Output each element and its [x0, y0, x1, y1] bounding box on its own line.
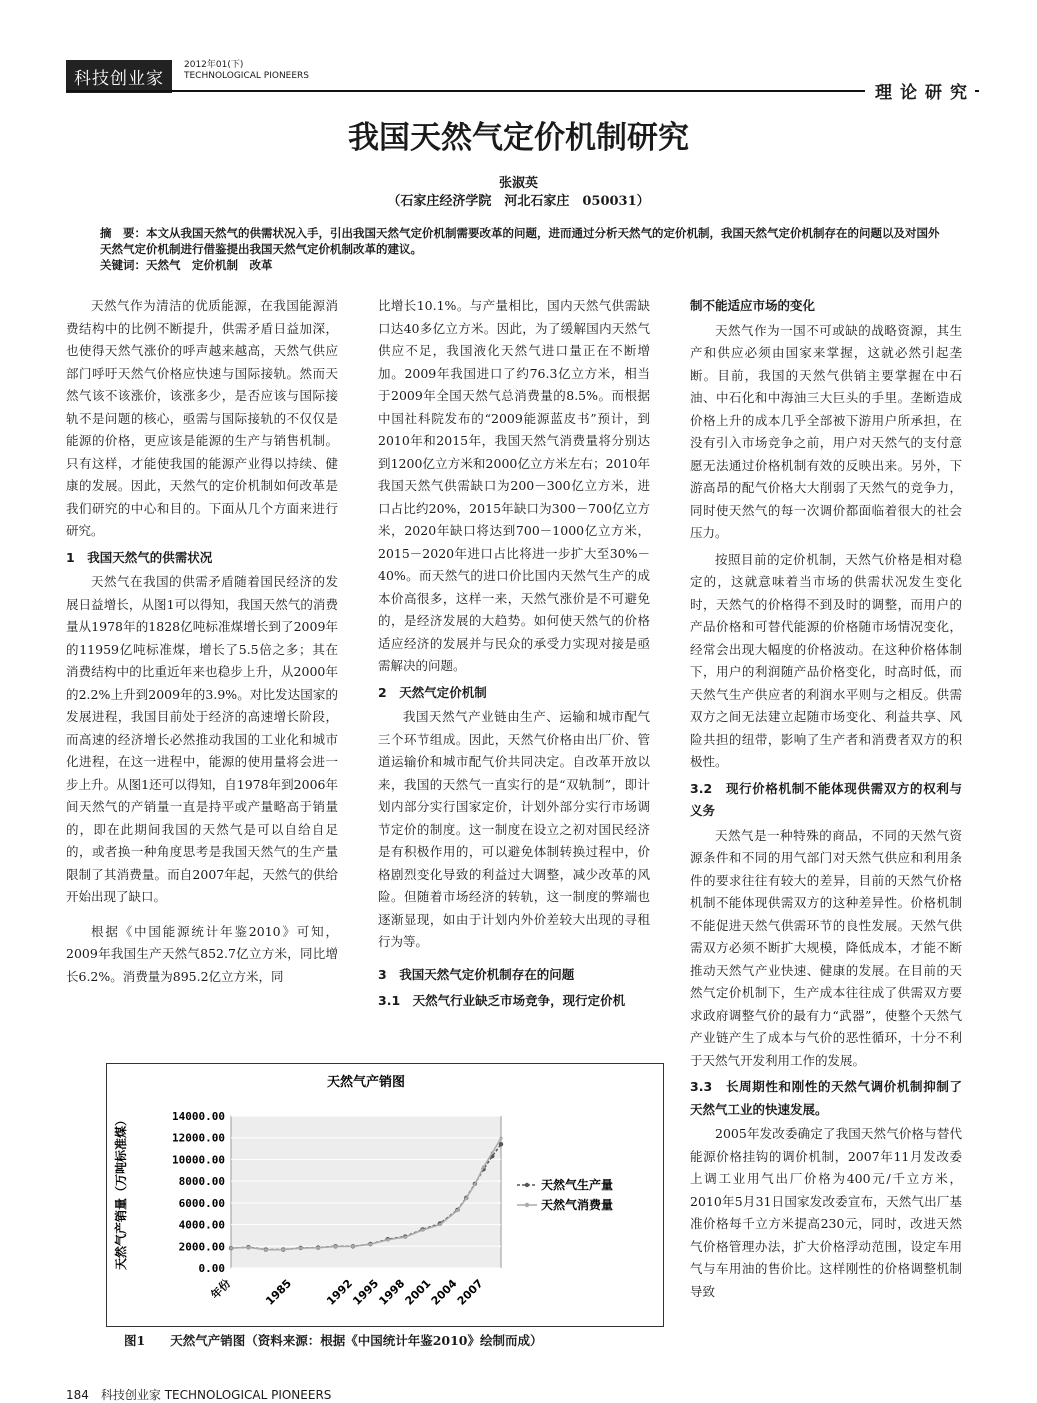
- x-tick-label: 1998: [376, 1276, 408, 1308]
- y-tick-label: 10000.00: [172, 1153, 225, 1167]
- legend-marker: [525, 1203, 529, 1207]
- y-tick-label: 8000.00: [178, 1175, 225, 1189]
- y-tick-label: 4000.00: [178, 1218, 225, 1232]
- data-point: [282, 1248, 285, 1251]
- data-point: [351, 1245, 354, 1248]
- x-tick-label: 2004: [428, 1276, 460, 1308]
- paper-title: 我国天然气定价机制研究: [348, 120, 689, 156]
- x-tick-label: 年份: [208, 1276, 234, 1302]
- paragraph: 天然气作为一国不可或缺的战略资源，其生产和供应必须由国家来掌握，这就必然引起垄断。目前，我国的天然气供销主要掌握在中石油、中石化和中海油三大巨头的手里。垄断造成价格上升的成本几乎全部被下游用户所承担，在没有引入市场竞争之前，用户对天然气的支付意愿无法通过价格机制有效的反映出来。另外，下游高昂的配气价格大大削弱了天然气的竞争力，同时使天然气的每一次调价都面临着很大的社会压力。: [690, 322, 962, 540]
- x-tick-label: 1992: [324, 1276, 356, 1308]
- abstract-block: [100, 225, 950, 273]
- legend-marker: [525, 1183, 529, 1187]
- legend-label: 天然气生产量: [541, 1178, 614, 1192]
- x-tick-label: 1985: [263, 1276, 295, 1308]
- data-point: [499, 1137, 502, 1140]
- y-tick-label: 6000.00: [178, 1196, 225, 1210]
- legend-label: 天然气消费量: [541, 1198, 614, 1212]
- data-point: [499, 1142, 503, 1146]
- section-heading: 1 我国天然气的供需状况: [66, 549, 213, 565]
- data-point: [404, 1235, 407, 1238]
- paragraph: 天然气在我国的供需矛盾随着国民经济的发展日益增长，从图1可以得知，我国天然气的消费量从1978年的1828亿吨标准煤增长到了2009年的11959亿吨标准煤，增长了5.5倍之多；其在消费结构中的比重近年来也稳步上升，从2000年的2.2%上升到2009年的3.9%。对比发达国家的发展进程，我国目前处于经济的高速增长阶段，而高速的经济增长必然推动我国的工业化和城市化进程，在这一进程中，能源的使用量将会进一步上升。从图1还可以得知，自1978年到2006年间天然气的产销量一直是持平或产量略高于销量的，即在此期间我国的天然气是可以自给自足的，或者换一种角度思考是我国天然气的生产量限制了其消费量。而自2007年起，天然气的供给开始出现了缺口。: [66, 574, 338, 904]
- figure-1-frame: [106, 1063, 664, 1327]
- affiliation: （石家庄经济学院 河北石家庄 050031）: [387, 194, 650, 209]
- figure-caption: 图1 天然气产销图（资料来源：根据《中国统计年鉴2010》绘制而成）: [124, 1333, 543, 1348]
- paragraph: 我国天然气产业链由生产、运输和城市配气三个环节组成。因此，天然气价格由出厂价、管道运输价和城市配气价共同决定。自改革开放以来，我国的天然气一直实行的是“双轨制”，即计划内部分实行国家定价，计划外部分实行市场调节定价的制度。这一制度在设立之初对国民经济是有积极作用的，可以避免体制转换过程中，价格剧烈变化导致的利益过大调整，减少改革的风险。但随着市场经济的转轨，这一制度的弊端也逐渐显现，如由于计划内外价差较大出现的寻租行为等。: [378, 709, 650, 949]
- journal-english-name: TECHNOLOGICAL PIONEERS: [184, 71, 310, 81]
- author: 张淑英: [498, 176, 538, 191]
- x-tick-label: 2007: [454, 1276, 486, 1308]
- paragraph: 根据《中国能源统计年鉴2010》可知，2009年我国生产天然气852.7亿立方米，同比增长6.2%。消费量为895.2亿立方米，同: [66, 923, 338, 984]
- paragraph: 天然气作为清洁的优质能源，在我国能源消费结构中的比例不断提升，供需矛盾日益加深，也使得天然气涨价的呼声越来越高，天然气供应部门呼吁天然气价格应快速与国际接轨。然而天然气该不该涨价，该涨多少，是否应该与国际接轨不是问题的核心，亟需与国际接轨的不仅仅是能源的价格，更应该是能源的生产与销售机制。只有这样，才能使我国的能源产业得以持续、健康的发展。因此，天然气的定价机制如何改革是我们研究的中心和目的。下面从几个方面来进行研究。: [66, 298, 338, 538]
- column-3: [690, 295, 962, 1303]
- page-footer: 184 科技创业家 TECHNOLOGICAL PIONEERS: [66, 1388, 332, 1402]
- y-tick-label: 0.00: [198, 1262, 225, 1275]
- y-tick-label: 2000.00: [178, 1240, 225, 1254]
- journal-logo: 科技创业家: [66, 60, 172, 93]
- data-point: [229, 1247, 232, 1250]
- paragraph: 2005年发改委确定了我国天然气价格与替代能源价格挂钩的调价机制，2007年11月发改委上调工业用气出厂价格为400元/千立方米，2010年5月31日国家发改委宣布，天然气出厂基准价格每千立方米提高230元，同时，改进天然气价格管理办法，扩大价格浮动范围，设定车用气与车用油的售价比。这样刚性的价格调整机制导致: [690, 1126, 962, 1299]
- issue-info: [184, 60, 309, 82]
- section-heading: 2 天然气定价机制: [378, 684, 487, 700]
- data-point: [264, 1248, 267, 1251]
- data-point: [438, 1223, 441, 1226]
- x-tick-label: 2001: [402, 1276, 434, 1308]
- paragraph: 比增长10.1%。与产量相比，国内天然气供需缺口达40多亿立方米。因此，为了缓解国内天然气供应不足，我国液化天然气进口量正在不断增加。2009年我国进口了约76.3亿立方米，相当于2009年全国天然气总消费量的8.5%。而根据中国社科院发布的“2009能源蓝皮书”预计，到2010年和2015年，我国天然气消费量将分别达到1200亿立方米和2000亿立方米左右；2010年我国天然气供需缺口为200－300亿立方米，进口占比约20%，2015年缺口为300－700亿立方米，2020年缺口将达到700－1000亿立方米，2015－2020年进口占比将进一步扩大至30%－40%。而天然气的进口价比国内天然气生产的成本价高很多，这样一来，天然气涨价是不可避免的，是经济发展的大趋势。如何使天然气的价格适应经济的发展并与民众的承受力实现对接是亟需解决的问题。: [378, 298, 650, 673]
- chart-title: 天然气产销图: [326, 1075, 406, 1090]
- data-point: [316, 1246, 319, 1249]
- y-tick-label: 14000.00: [172, 1110, 225, 1123]
- x-tick-label: 1995: [350, 1276, 382, 1308]
- data-point: [369, 1243, 372, 1246]
- section-heading: 3 我国天然气定价机制存在的问题: [378, 966, 575, 982]
- paragraph: 按照目前的定价机制，天然气价格是相对稳定的，这就意味着当市场的供需状况发生变化时，天然气的价格得不到及时的调整，而用户的产品价格和可替代能源的价格随市场情况变化，经常会出现大幅度的价格波动。在这种价格体制下，用户的利润随产品价格变化，时高时低，而天然气生产供应者的利润水平则与之相反。供需双方之间无法建立起随市场变化、利益共享、风险共担的纽带，影响了生产者和消费者双方的积极性。: [690, 551, 962, 769]
- issue-date: 2012年01(下): [184, 60, 244, 70]
- header-rule: [66, 90, 979, 92]
- data-point: [473, 1183, 476, 1186]
- subsection-heading: 3.2 现行价格机制不能体现供需双方的权利与义务: [690, 780, 962, 818]
- data-point: [334, 1245, 337, 1248]
- figure-1-chart: [107, 1064, 663, 1326]
- data-point: [491, 1151, 494, 1154]
- subsection-heading: 3.3 长周期性和刚性的天然气调价机制抑制了天然气工业的快速发展。: [690, 1079, 962, 1117]
- data-point: [465, 1197, 468, 1200]
- data-point: [456, 1209, 459, 1212]
- y-tick-label: 12000.00: [172, 1131, 225, 1145]
- subsection-heading: 制不能适应市场的变化: [690, 298, 816, 313]
- column-2: [378, 295, 650, 1015]
- y-axis-label: 天然气产销量（万吨标准煤）: [114, 1113, 128, 1271]
- column-1: [66, 295, 338, 988]
- section-label: 理论研究: [865, 78, 975, 103]
- data-point: [421, 1228, 424, 1231]
- subsection-heading: 3.1 天然气行业缺乏市场竞争，现行定价机: [378, 993, 626, 1008]
- abstract: 摘 要：本文从我国天然气的供需状况入手，引出我国天然气定价机制需要改革的问题，进而通过分析天然气的定价机制，我国天然气定价机制存在的问题以及对国外天然气定价机制进行借鉴提出我国天然气定价机制改革的建议。: [100, 226, 940, 256]
- paragraph: 天然气是一种特殊的商品，不同的天然气资源条件和不同的用气部门对天然气供应和利用条件的要求往往有较大的差异，目前的天然气价格机制不能体现供需双方的这种差异性。价格机制不能促进天然气供需环节的良性发展。天然气供需双方必须不断扩大规模，降低成本，才能不断推动天然气产业快速、健康的发展。在目前的天然气定价机制下，生产成本往往成了供需双方要求政府调整气价的最有力“武器”，使整个天然气产业链产生了成本与气价的恶性循环，十分不利于天然气开发利用工作的发展。: [690, 827, 962, 1068]
- data-point: [386, 1238, 389, 1241]
- data-point: [247, 1246, 250, 1249]
- keywords: 关键词：天然气 定价机制 改革: [100, 258, 273, 272]
- data-point: [299, 1247, 302, 1250]
- data-point: [482, 1165, 485, 1168]
